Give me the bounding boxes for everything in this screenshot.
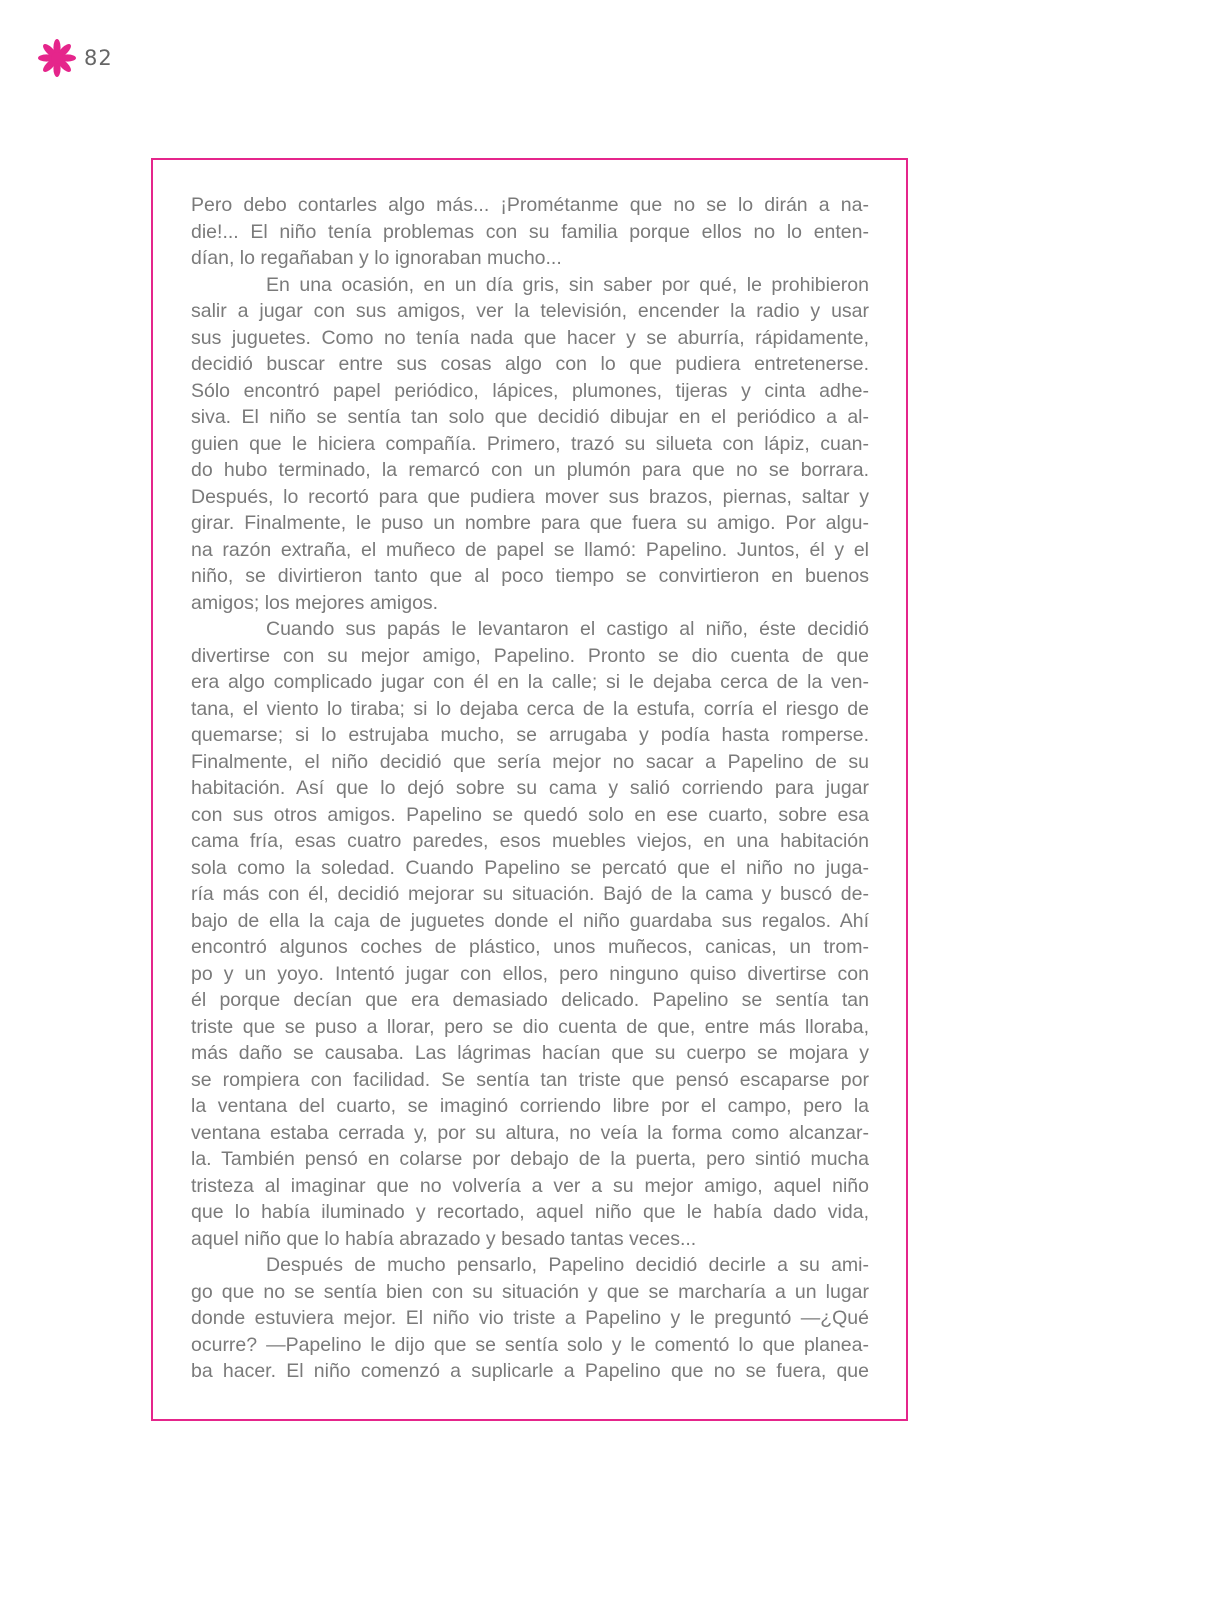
text-line: salir a jugar con sus amigos, ver la televisión, encender la radio y usar (191, 300, 869, 322)
text-line: tristeza al imaginar que no volvería a ver a su mejor amigo, aquel niño (191, 1174, 869, 1197)
page-number: 82 (84, 46, 113, 70)
text-line: se rompiera con facilidad. Se sentía tan triste que pensó escaparse por (191, 1068, 869, 1091)
text-line: go que no se sentía bien con su situación y que se marcharía a un lugar (191, 1280, 869, 1303)
text-line: amigos; los mejores amigos. (191, 591, 439, 614)
text-line: que lo había iluminado y recortado, aquel niño que le había dado vida, (191, 1201, 869, 1223)
paragraph (191, 616, 869, 1252)
text-line: dían, lo regañaban y lo ignoraban mucho... (191, 247, 562, 269)
text-line: triste que se puso a llorar, pero se dio cuenta de que, entre más lloraba, (191, 1015, 869, 1038)
text-line: guien que le hiciera compañía. Primero, trazó su silueta con lápiz, cuan- (191, 432, 869, 455)
text-line: él porque decían que era demasiado delicado. Papelino se sentía tan (191, 989, 869, 1011)
text-line: divertirse con su mejor amigo, Papelino. Pronto se dio cuenta de que (191, 644, 869, 667)
paragraph (191, 272, 869, 617)
text-line: más daño se causaba. Las lágrimas hacían que su cuerpo se mojara y (191, 1042, 869, 1064)
text-line: En una ocasión, en un día gris, sin saber por qué, le prohibieron (266, 273, 869, 296)
text-line: quemarse; si lo estrujaba mucho, se arrugaba y podía hasta romperse. (191, 724, 869, 746)
text-line: bajo de ella la caja de juguetes donde el niño guardaba sus regalos. Ahí (191, 909, 869, 932)
text-line: Finalmente, el niño decidió que sería mejor no sacar a Papelino de su (191, 750, 869, 773)
text-line: aquel niño que lo había abrazado y besado tantas veces... (191, 1227, 697, 1250)
text-line: sus juguetes. Como no tenía nada que hacer y se aburría, rápidamente, (191, 326, 869, 349)
text-line: era algo complicado jugar con él en la calle; si le dejaba cerca de la ven- (191, 671, 869, 693)
page-header (38, 40, 113, 76)
text-line: po y un yoyo. Intentó jugar con ellos, pero ninguno quiso divertirse con (191, 962, 869, 985)
paragraph (191, 1252, 869, 1385)
text-line: Sólo encontró papel periódico, lápices, plumones, tijeras y cinta adhe- (191, 379, 869, 402)
text-line: cama fría, esas cuatro paredes, esos muebles viejos, en una habitación (191, 830, 869, 852)
text-line: donde estuviera mejor. El niño vio triste a Papelino y le preguntó —¿Qué (191, 1307, 869, 1329)
text-line: na razón extraña, el muñeco de papel se llamó: Papelino. Juntos, él y el (191, 538, 869, 561)
paragraph (191, 192, 869, 272)
text-line: Después de mucho pensarlo, Papelino decidió decirle a su ami- (266, 1254, 869, 1276)
text-line: tana, el viento lo tiraba; si lo dejaba cerca de la estufa, corría el riesgo de (191, 697, 869, 720)
text-line: ría más con él, decidió mejorar su situación. Bajó de la cama y buscó de- (191, 883, 869, 905)
text-line: ventana estaba cerrada y, por su altura, no veía la forma como alcanzar- (191, 1121, 869, 1144)
text-line: die!... El niño tenía problemas con su familia porque ellos no lo enten- (191, 220, 869, 243)
text-line: Cuando sus papás le levantaron el castigo al niño, éste decidió (266, 618, 869, 640)
text-line: niño, se divirtieron tanto que al poco tiempo se convirtieron en buenos (191, 565, 869, 587)
story-text (191, 192, 869, 1385)
text-line: ocurre? —Papelino le dijo que se sentía solo y le comentó lo que planea- (191, 1333, 869, 1356)
text-line: decidió buscar entre sus cosas algo con lo que pudiera entretenerse. (191, 353, 869, 375)
text-line: ba hacer. El niño comenzó a suplicarle a Papelino que no se fuera, que (191, 1360, 869, 1382)
text-line: siva. El niño se sentía tan solo que decidió dibujar en el periódico a al- (191, 406, 869, 428)
text-line: con sus otros amigos. Papelino se quedó solo en ese cuarto, sobre esa (191, 803, 869, 826)
text-frame (151, 158, 908, 1421)
asterisk-icon (38, 39, 76, 77)
text-line: girar. Finalmente, le puso un nombre para que fuera su amigo. Por algu- (191, 512, 869, 534)
text-line: la ventana del cuarto, se imaginó corriendo libre por el campo, pero la (191, 1095, 869, 1117)
text-line: habitación. Así que lo dejó sobre su cama y salió corriendo para jugar (191, 777, 869, 799)
text-line: do hubo terminado, la remarcó con un plumón para que no se borrara. (191, 459, 869, 481)
text-line: Pero debo contarles algo más... ¡Prométanme que no se lo dirán a na- (191, 194, 869, 216)
text-line: la. También pensó en colarse por debajo de la puerta, pero sintió mucha (191, 1148, 869, 1170)
text-line: sola como la soledad. Cuando Papelino se percató que el niño no juga- (191, 856, 869, 879)
text-line: encontró algunos coches de plástico, unos muñecos, canicas, un trom- (191, 936, 869, 958)
text-line: Después, lo recortó para que pudiera mover sus brazos, piernas, saltar y (191, 485, 869, 508)
